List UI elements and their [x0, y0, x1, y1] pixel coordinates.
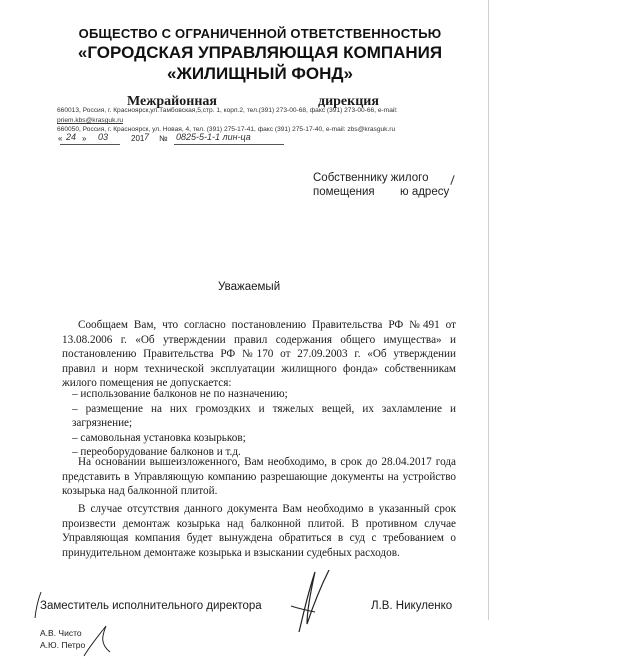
address-email-1: priem.kbs@krasguk.ru	[57, 117, 124, 124]
reference-quote-mark-close: »	[82, 134, 87, 143]
list-item: – переоборудование балконов и т.д.	[72, 446, 241, 459]
reference-number: 0825-5-1-1 лин-ца	[176, 132, 251, 142]
body-paragraph-3-text: В случае отсутствия данного документа Вам необходимо в указанный срок произвести демонтаж козырька над балконной плитой. В противном случае Управляющая компания будет вынуждена обратиться в суд с требованием о принудительном демонтаже козырька и взыскании судебных расходов.	[62, 503, 456, 559]
executor-line-1: А.В. Чисто	[40, 628, 82, 638]
body-paragraph-1-text: Сообщаем Вам, что согласно постановлению Правительства РФ №491 от 13.08.2006 г. «Об утверждении правил содержания общего имущества» и постановлению Правительства РФ №170 от 27.09.2003 г. «Об утверждении правил и норм технической эксплуатации жилищного фонда» собственникам жилого помещения не допускается:	[62, 319, 456, 390]
addressee-line-2: помещения	[313, 186, 375, 198]
directorate-label-left: Межрайонная	[127, 94, 217, 109]
body-paragraph-2-text: На основании вышеизложенного, Вам необходимо, в срок до 28.04.2017 года представить в Управляющую компанию разрешающие документы на устройство козырька над балконной плитой.	[62, 456, 456, 498]
pen-mark	[450, 175, 454, 185]
page-edge-divider	[488, 0, 489, 620]
directorate-label-right: дирекция	[318, 94, 379, 109]
signatory-role: Заместитель исполнительного директора	[40, 600, 262, 612]
reference-month: 03	[98, 132, 109, 142]
reference-day: 24	[66, 132, 77, 142]
prohibitions-list	[62, 387, 456, 460]
body-paragraph-2	[62, 455, 456, 499]
reference-number-label: №	[159, 134, 168, 143]
body-paragraph-1	[62, 318, 456, 391]
signatory-name: Л.В. Никуленко	[371, 600, 453, 612]
executor-line-2: А.Ю. Петро	[40, 640, 86, 650]
company-type-heading: ОБЩЕСТВО С ОГРАНИЧЕННОЙ ОТВЕТСТВЕННОСТЬЮ	[78, 26, 442, 41]
company-name-heading: «ГОРОДСКАЯ УПРАВЛЯЮЩАЯ КОМПАНИЯ	[77, 43, 443, 62]
company-subname-heading: «ЖИЛИЩНЫЙ ФОНД»	[167, 64, 353, 83]
address-line-1: 660013, Россия, г. Красноярск,ул.Тамбовская,5,стр. 1, корп.2, тел.(391) 273-00-68, факс (391) 273-00-66, e-mail:	[57, 107, 398, 114]
list-item: – использование балконов не по назначению;	[72, 388, 288, 400]
address-line-2: 660050, Россия, г. Красноярск, ул. Новая, 4, тел. (391) 275-17-41, факс (391) 275-17-40, e-mail: zbs@krasguk.ru	[57, 126, 396, 133]
addressee-line-1: Собственнику жилого	[313, 172, 429, 184]
executor-pen-scribble	[80, 622, 120, 658]
reference-date-underline	[60, 144, 120, 145]
body-paragraph-3	[62, 502, 456, 560]
reference-number-underline	[174, 144, 284, 145]
reference-year-prefix: 201	[131, 134, 145, 143]
list-item: – самовольная установка козырьков;	[72, 431, 246, 444]
greeting: Уважаемый	[218, 281, 281, 293]
reference-year-suffix: 7	[144, 132, 150, 142]
addressee-line-3: ю адресу	[400, 186, 450, 198]
handwritten-signature	[285, 566, 335, 636]
list-item: – размещение на них громоздких и тяжелых вещей, их захламление и загрязнение;	[72, 402, 456, 430]
reference-quote-mark: «	[58, 134, 63, 143]
